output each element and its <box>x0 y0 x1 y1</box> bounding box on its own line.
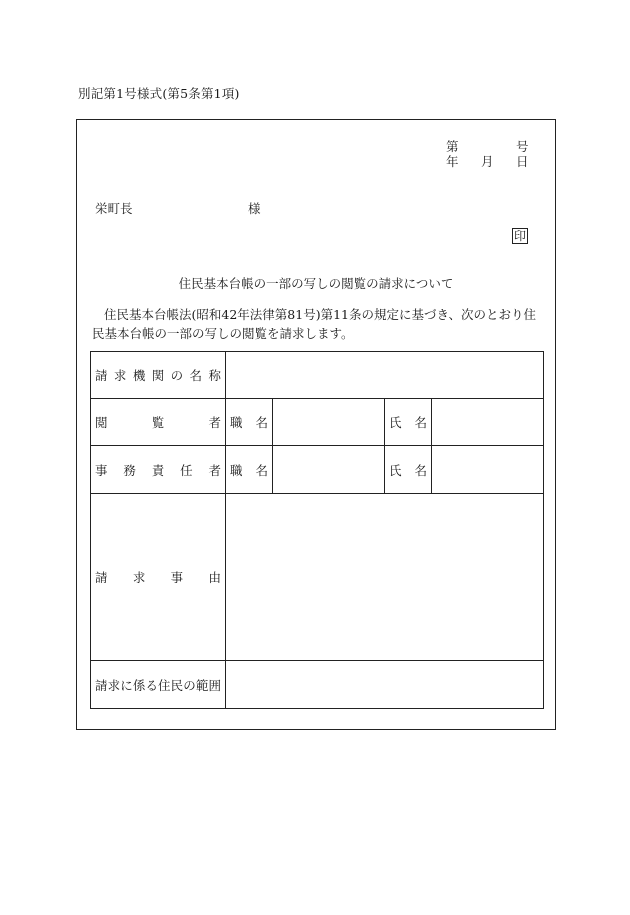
label-officer-name-chars-char: 名 <box>414 462 427 478</box>
label-resident-scope-chars-char: の <box>183 677 196 693</box>
label-resident-scope-chars-char: る <box>145 677 158 693</box>
label-resident-scope-chars-char: 囲 <box>208 677 221 693</box>
label-requesting-agency <box>91 352 226 399</box>
date-year: 年 <box>446 154 459 169</box>
field-requesting-agency[interactable] <box>226 352 544 399</box>
label-viewer <box>91 399 226 446</box>
row-resident-scope <box>91 661 544 709</box>
label-viewer-position <box>226 399 273 446</box>
label-viewer-position-chars <box>230 413 268 431</box>
addressee-name: 栄町長 <box>95 201 133 216</box>
label-viewer-chars-char: 者 <box>208 415 221 430</box>
row-viewer <box>91 399 544 446</box>
label-officer-name-chars <box>389 461 427 479</box>
label-officer-position-chars <box>230 461 268 479</box>
row-requesting-agency <box>91 352 544 399</box>
label-viewer-position-chars-char: 職 <box>230 415 243 430</box>
label-requesting-agency-chars-char: 関 <box>151 368 165 383</box>
field-viewer-name[interactable] <box>432 399 544 446</box>
label-request-reason-chars-char: 由 <box>208 570 221 585</box>
label-officer-name-chars-char: 氏 <box>389 462 402 478</box>
label-request-reason <box>91 494 226 661</box>
number-prefix: 第 <box>446 139 459 154</box>
label-viewer-name <box>385 399 432 446</box>
label-officer-position <box>226 446 273 494</box>
label-viewer-chars-char: 覧 <box>151 415 165 430</box>
label-resident-scope-chars-char: 住 <box>158 677 171 693</box>
label-responsible-officer-chars-char: 責 <box>151 462 165 478</box>
form-caption: 別記第1号様式(第5条第1項) <box>78 86 240 101</box>
label-resident-scope-chars-char: 民 <box>170 677 184 693</box>
label-requesting-agency-chars-char: 機 <box>132 368 146 383</box>
label-requesting-agency-chars-char: 名 <box>189 368 203 383</box>
label-request-reason-chars-char: 事 <box>170 570 184 585</box>
label-responsible-officer-chars-char: 務 <box>123 462 136 478</box>
label-responsible-officer <box>91 446 226 494</box>
request-statement: 住民基本台帳法(昭和42年法律第81号)第11条の規定に基づき、次のとおり住民基本台帳の一部の写しの閲覧を請求します。 <box>92 307 536 341</box>
label-responsible-officer-chars-char: 者 <box>208 462 221 478</box>
label-viewer-chars-char: 閲 <box>95 415 108 430</box>
document-title: 住民基本台帳の一部の写しの閲覧の請求について <box>178 276 454 291</box>
field-resident-scope[interactable] <box>226 661 544 709</box>
label-resident-scope-chars-char: 係 <box>132 677 146 693</box>
field-request-reason[interactable] <box>226 494 544 661</box>
label-viewer-name-chars <box>389 413 427 431</box>
row-responsible-officer <box>91 446 544 494</box>
label-request-reason-chars-char: 請 <box>95 570 108 585</box>
label-resident-scope-chars-char: に <box>120 677 133 693</box>
label-officer-name <box>385 446 432 494</box>
request-form-table <box>90 351 544 709</box>
field-officer-position[interactable] <box>273 446 385 494</box>
seal-mark: 印 <box>513 229 526 243</box>
label-viewer-name-chars-char: 名 <box>414 415 427 430</box>
label-responsible-officer-chars <box>95 461 221 479</box>
label-responsible-officer-chars-char: 事 <box>95 462 108 478</box>
addressee-honorific: 様 <box>248 201 261 216</box>
label-viewer-chars <box>95 413 221 431</box>
field-officer-name[interactable] <box>432 446 544 494</box>
label-resident-scope-chars-char: 範 <box>195 677 209 693</box>
label-resident-scope-chars <box>95 676 221 694</box>
label-requesting-agency-chars-char: 請 <box>95 368 108 383</box>
label-viewer-name-chars-char: 氏 <box>389 415 402 430</box>
label-resident-scope-chars-char: 請 <box>95 677 108 693</box>
label-requesting-agency-chars-char: 称 <box>208 368 221 383</box>
label-requesting-agency-chars <box>95 366 221 384</box>
label-request-reason-chars-char: 求 <box>132 570 146 585</box>
label-officer-position-chars-char: 職 <box>230 462 243 478</box>
date-day: 日 <box>516 154 529 169</box>
label-resident-scope <box>91 661 226 709</box>
row-request-reason <box>91 494 544 661</box>
label-requesting-agency-chars-char: 求 <box>113 368 127 383</box>
number-suffix: 号 <box>516 139 529 154</box>
label-requesting-agency-chars-char: の <box>170 368 184 383</box>
field-viewer-position[interactable] <box>273 399 385 446</box>
label-officer-position-chars-char: 名 <box>255 462 268 478</box>
label-responsible-officer-chars-char: 任 <box>180 462 193 478</box>
label-resident-scope-chars-char: 求 <box>107 677 121 693</box>
label-request-reason-chars <box>95 568 221 586</box>
label-viewer-position-chars-char: 名 <box>255 415 268 430</box>
date-month: 月 <box>481 154 494 169</box>
